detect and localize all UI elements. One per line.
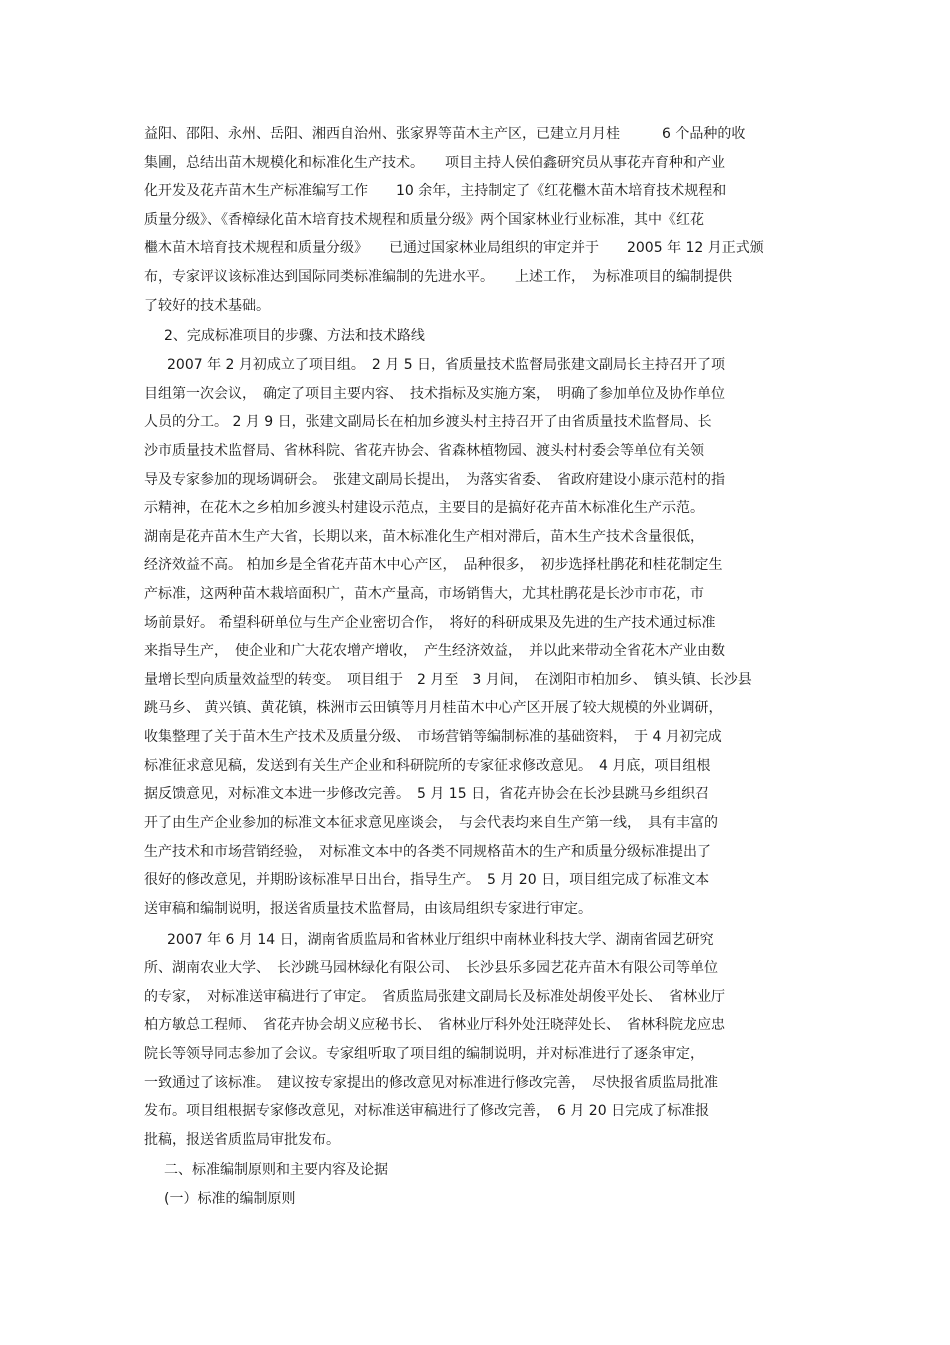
body-text-line: 场前景好。 希望科研单位与生产企业密切合作， 将好的科研成果及先进的生产技术通过标准 — [144, 615, 716, 631]
body-text-line: 布，专家评议该标准达到国际同类标准编制的先进水平。 上述工作， 为标准项目的编制提供 — [144, 269, 732, 285]
body-text-line: 的专家， 对标准送审稿进行了审定。 省质监局张建文副局长及标准处胡俊平处长、 省林业厅 — [144, 989, 725, 1005]
body-text-line: 质量分级》、《香樟绿化苗木培育技术规程和质量分级》两个国家林业行业标准，其中《红花 — [144, 212, 704, 228]
body-text-line: 益阳、邵阳、永州、岳阳、湘西自治州、张家界等苗木主产区，已建立月月桂 6 个品种的收 — [144, 126, 746, 142]
body-text-line: 示精神，在花木之乡柏加乡渡头村建设示范点，主要目的是搞好花卉苗木标准化生产示范。 — [144, 500, 704, 516]
body-text-line: 发布。项目组根据专家修改意见，对标准送审稿进行了修改完善， 6 月 20 日完成了标准报 — [144, 1103, 710, 1119]
body-text-line: 导及专家参加的现场调研会。 张建文副局长提出， 为落实省委、 省政府建设小康示范村的指 — [144, 472, 725, 488]
body-text-line: 收集整理了关于苗木生产技术及质量分级、 市场营销等编制标准的基础资料， 于 4 月初完成 — [144, 729, 722, 745]
body-text-line: 一致通过了该标准。 建议按专家提出的修改意见对标准进行修改完善， 尽快报省质监局批准 — [144, 1075, 718, 1091]
body-text-line: 标准征求意见稿，发送到有关生产企业和科研院所的专家征求修改意见。 4 月底，项目组根 — [144, 758, 711, 774]
body-text-line: 了较好的技术基础。 — [144, 298, 270, 314]
body-text-line: 化开发及花卉苗木生产标准编写工作 10 余年，主持制定了《红花檵木苗木培育技术规程和 — [144, 183, 727, 199]
subsection-heading-principles: (一）标准的编制原则 — [164, 1191, 296, 1207]
section-heading-principles: 二、标准编制原则和主要内容及论据 — [164, 1162, 388, 1178]
body-text-line: 人员的分工。 2 月 9 日，张建文副局长在柏加乡渡头村主持召开了由省质量技术监督局、长 — [144, 414, 712, 430]
body-text-line: 2007 年 2 月初成立了项目组。 2 月 5 日，省质量技术监督局张建文副局长主持召开了项 — [167, 357, 726, 373]
body-text-line: 2007 年 6 月 14 日，湖南省质监局和省林业厅组织中南林业科技大学、湖南省园艺研究 — [167, 932, 714, 948]
body-text-line: 开了由生产企业参加的标准文本征求意见座谈会， 与会代表均来自生产第一线， 具有丰富的 — [144, 815, 718, 831]
section-heading-steps: 2、完成标准项目的步骤、方法和技术路线 — [164, 328, 425, 344]
body-text-line: 所、湖南农业大学、 长沙跳马园林绿化有限公司、 长沙县乐多园艺花卉苗木有限公司等单位 — [144, 960, 718, 976]
body-text-line: 批稿，报送省质监局审批发布。 — [144, 1132, 340, 1148]
body-text-line: 量增长型向质量效益型的转变。 项目组于 2 月至 3 月间， 在浏阳市柏加乡、 镇头镇、长沙县 — [144, 672, 752, 688]
body-text-line: 目组第一次会议， 确定了项目主要内容、 技术指标及实施方案， 明确了参加单位及协作单位 — [144, 386, 725, 402]
body-text-line: 很好的修改意见，并期盼该标准早日出台，指导生产。 5 月 20 日，项目组完成了标准文本 — [144, 872, 710, 888]
body-text-line: 来指导生产， 使企业和广大花农增产增收， 产生经济效益， 并以此来带动全省花木产业由数 — [144, 643, 725, 659]
body-text-line: 跳马乡、 黄兴镇、黄花镇，株洲市云田镇等月月桂苗木中心产区开展了较大规模的外业调研， — [144, 700, 723, 716]
body-text-line: 檵木苗木培育技术规程和质量分级》 已通过国家林业局组织的审定并于 2005 年 12 月正式颁 — [144, 240, 764, 256]
body-text-line: 沙市质量技术监督局、省林科院、省花卉协会、省森林植物园、渡头村村委会等单位有关领 — [144, 443, 704, 459]
body-text-line: 湖南是花卉苗木生产大省，长期以来，苗木标准化生产相对滞后，苗木生产技术含量很低， — [144, 529, 704, 545]
body-text-line: 生产技术和市场营销经验， 对标准文本中的各类不同规格苗木的生产和质量分级标准提出了 — [144, 844, 711, 860]
body-text-line: 集圃，总结出苗木规模化和标准化生产技术。 项目主持人侯伯鑫研究员从事花卉育种和产业 — [144, 155, 725, 171]
body-text-line: 院长等领导同志参加了会议。专家组听取了项目组的编制说明，并对标准进行了逐条审定， — [144, 1046, 704, 1062]
body-text-line: 柏方敏总工程师、 省花卉协会胡义应秘书长、 省林业厅科外处汪晓萍处长、 省林科院龙应忠 — [144, 1017, 725, 1033]
body-text-line: 经济效益不高。 柏加乡是全省花卉苗木中心产区， 品种很多， 初步选择杜鹃花和桂花制定生 — [144, 557, 723, 573]
body-text-line: 产标准，这两种苗木栽培面积广，苗木产量高，市场销售大，尤其杜鹃花是长沙市市花，市 — [144, 586, 704, 602]
body-text-line: 据反馈意见，对标准文本进一步修改完善。 5 月 15 日，省花卉协会在长沙县跳马乡组织召 — [144, 786, 710, 802]
body-text-line: 送审稿和编制说明，报送省质量技术监督局，由该局组织专家进行审定。 — [144, 901, 592, 917]
